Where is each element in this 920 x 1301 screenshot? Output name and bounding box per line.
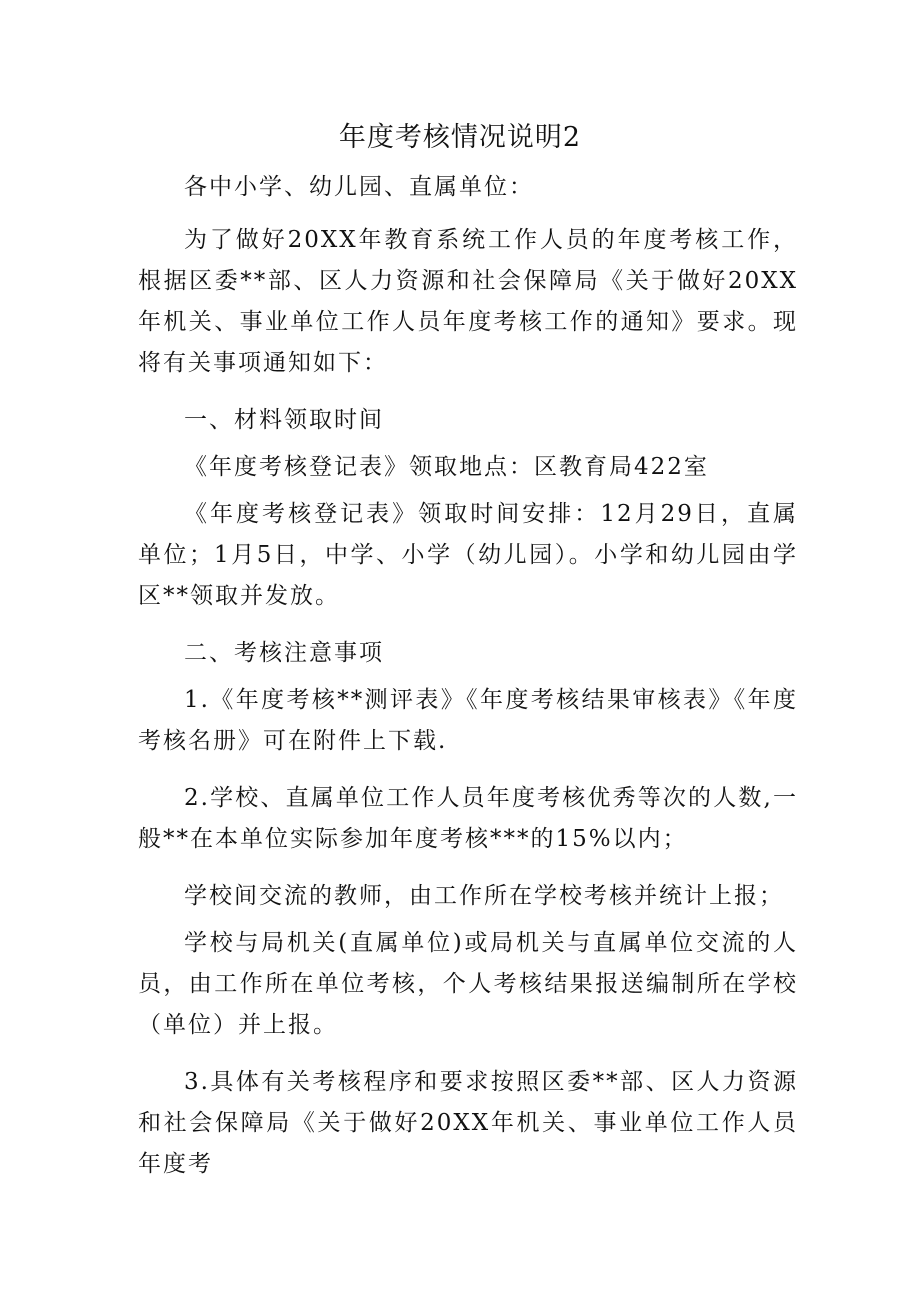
section-heading-notes: 二、考核注意事项 — [184, 640, 384, 666]
paragraph-item-2: 2.学校、直属单位工作人员年度考核优秀等次的人数,一般**在本单位实际参加年度考核***的15%以内； — [138, 785, 798, 852]
paragraph-item-1: 1.《年度考核**测评表》《年度考核结果审核表》《年度考核名册》可在附件上下载. — [138, 687, 798, 754]
paragraph-pickup-schedule: 《年度考核登记表》领取时间安排：12月29日，直属单位；1月5日，中学、小学（幼儿园）。小学和幼儿园由学区**领取并发放。 — [138, 501, 798, 609]
paragraph-item-3: 3.具体有关考核程序和要求按照区委**部、区人力资源和社会保障局《关于做好20XX年机关、事业单位工作人员年度考 — [138, 1069, 798, 1177]
paragraph-pickup-location: 《年度考核登记表》领取地点：区教育局422室 — [184, 454, 709, 480]
paragraph-intro: 为了做好20XX年教育系统工作人员的年度考核工作，根据区委**部、区人力资源和社会保障局《关于做好20XX年机关、事业单位工作人员年度考核工作的通知》要求。现将有关事项通知如下： — [138, 227, 798, 376]
document-body — [138, 167, 798, 1201]
paragraph-teacher-exchange: 学校间交流的教师，由工作所在学校考核并统计上报； — [184, 883, 784, 909]
salutation: 各中小学、幼儿园、直属单位： — [184, 174, 534, 200]
section-heading-material-time: 一、材料领取时间 — [184, 407, 384, 433]
paragraph-staff-exchange: 学校与局机关(直属单位)或局机关与直属单位交流的人员，由工作所在单位考核，个人考核结果报送编制所在学校（单位）并上报。 — [138, 930, 798, 1038]
document-title: 年度考核情况说明2 — [338, 122, 582, 153]
